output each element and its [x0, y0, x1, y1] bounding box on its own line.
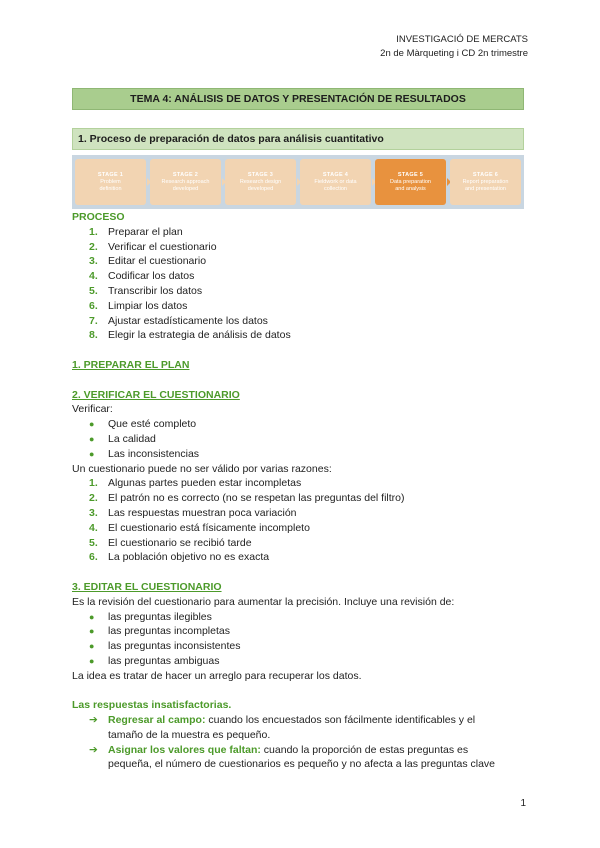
bullet-icon: ●	[89, 641, 95, 652]
bullet-icon: ●	[89, 448, 95, 459]
list-item	[72, 713, 532, 743]
item-number: 6.	[89, 551, 98, 564]
stage-3	[225, 159, 296, 205]
stage-number: STAGE 2	[172, 171, 199, 178]
item-text: las preguntas incompletas	[108, 625, 230, 638]
stage-label-line2: developed	[172, 185, 199, 192]
stage-label-line1: Data preparation	[390, 178, 431, 185]
stage-label-line2: definition	[99, 185, 122, 192]
heading-preparar-plan: 1. PREPARAR EL PLAN	[72, 358, 190, 371]
list-item	[72, 550, 532, 565]
item-text: Limpiar los datos	[108, 299, 188, 312]
stage-4	[300, 159, 371, 205]
item-text: cuando la proporción de estas preguntas es	[260, 743, 469, 756]
paragraph: Un cuestionario puede no ser válido por varias razones:	[72, 462, 332, 475]
stage-number: STAGE 3	[247, 171, 274, 178]
item-text: las preguntas ambiguas	[108, 654, 220, 667]
list-item	[72, 240, 532, 255]
list-item	[72, 269, 532, 284]
list-item	[72, 314, 532, 329]
page-number: 1	[520, 798, 526, 809]
heading-respuestas-insatisfactorias: Las respuestas insatisfactorias.	[72, 699, 232, 712]
item-number: 5.	[89, 284, 98, 297]
bullet-icon: ●	[89, 433, 95, 444]
item-text: Preparar el plan	[108, 225, 183, 238]
stage-number: STAGE 6	[472, 171, 499, 178]
process-list	[72, 225, 532, 343]
stage-number: STAGE 5	[397, 171, 424, 178]
item-text: Verificar el cuestionario	[108, 240, 217, 253]
course-name: INVESTIGACIÓ DE MERCATS	[396, 34, 528, 45]
list-item	[72, 328, 532, 343]
stage-6	[450, 159, 521, 205]
item-number: 3.	[89, 255, 98, 268]
item-text: Algunas partes pueden estar incompletas	[108, 477, 302, 490]
item-text: Ajustar estadísticamente los datos	[108, 314, 268, 327]
paragraph: Verificar:	[72, 403, 113, 416]
list-item	[72, 521, 532, 536]
stage-label-line2: developed	[247, 185, 274, 192]
list-item	[72, 225, 532, 240]
list-item	[72, 639, 532, 654]
item-text: las preguntas inconsistentes	[108, 640, 241, 653]
item-number: 7.	[89, 314, 98, 327]
item-text: La calidad	[108, 432, 156, 445]
list-item	[72, 254, 532, 269]
stage-label-line1: Fieldwork or data	[314, 178, 357, 185]
item-text: Editar el cuestionario	[108, 255, 207, 268]
item-text: Las inconsistencias	[108, 447, 200, 460]
item-label: Regresar al campo:	[108, 714, 206, 727]
paragraph: Es la revisión del cuestionario para aumentar la precisión. Incluye una revisión de:	[72, 595, 455, 608]
document-title: TEMA 4: ANÁLISIS DE DATOS Y PRESENTACIÓN DE RESULTADOS	[72, 88, 524, 110]
stage-label-line2: and analysis	[395, 185, 426, 192]
heading-editar-cuestionario: 3. EDITAR EL CUESTIONARIO	[72, 580, 222, 593]
list-item	[72, 610, 532, 625]
item-text: Que esté completo	[108, 418, 197, 431]
item-number: 1.	[89, 477, 98, 490]
item-number: 3.	[89, 506, 98, 519]
list-item	[72, 506, 532, 521]
arrow-right-icon: ➔	[89, 714, 98, 727]
list-item	[72, 536, 532, 551]
list-item	[72, 447, 532, 462]
bullet-icon: ●	[89, 655, 95, 666]
item-text-continued: pequeña, el número de cuestionarios es pequeño y no afecta a las preguntas clave	[108, 758, 496, 771]
item-label: Asignar los valores que faltan:	[108, 743, 261, 756]
arrow-right-icon: ➔	[89, 743, 98, 756]
item-text: El patrón no es correcto (no se respetan las preguntas del filtro)	[108, 492, 405, 505]
item-number: 4.	[89, 270, 98, 283]
process-title: PROCESO	[72, 211, 125, 223]
stage-label-line1: Report preparation	[462, 178, 509, 185]
item-text: El cuestionario está físicamente incompleto	[108, 521, 310, 534]
item-text: Transcribir los datos	[108, 284, 203, 297]
verify-list	[72, 417, 532, 461]
document-body	[72, 210, 532, 772]
list-item	[72, 284, 532, 299]
item-number: 1.	[89, 225, 98, 238]
item-text: El cuestionario se recibió tarde	[108, 536, 252, 549]
item-text: Codificar los datos	[108, 270, 195, 283]
section-title: 1. Proceso de preparación de datos para análisis cuantitativo	[72, 128, 524, 150]
list-item	[72, 654, 532, 669]
item-text: cuando los encuestados son fácilmente identificables y el	[205, 714, 476, 727]
stage-label-line2: and presentation	[465, 185, 506, 192]
item-number: 8.	[89, 329, 98, 342]
stage-label-line1: Problem	[100, 178, 121, 185]
stage-label-line1: Research design	[239, 178, 282, 185]
list-item	[72, 417, 532, 432]
stage-2	[150, 159, 221, 205]
heading-verificar-cuestionario: 2. VERIFICAR EL CUESTIONARIO	[72, 388, 240, 401]
list-item	[72, 476, 532, 491]
paragraph: La idea es tratar de hacer un arreglo para recuperar los datos.	[72, 669, 362, 682]
item-number: 6.	[89, 299, 98, 312]
item-number: 5.	[89, 536, 98, 549]
stage-number: STAGE 4	[322, 171, 349, 178]
item-number: 2.	[89, 492, 98, 505]
list-item	[72, 743, 532, 773]
review-list	[72, 610, 532, 669]
item-text: La población objetivo no es exacta	[108, 551, 270, 564]
stage-number: STAGE 1	[97, 171, 124, 178]
list-item	[72, 432, 532, 447]
stage-1	[75, 159, 146, 205]
bullet-icon: ●	[89, 611, 95, 622]
stage-label-line1: Research approach	[161, 178, 210, 185]
item-text: Las respuestas muestran poca variación	[108, 506, 297, 519]
bullet-icon: ●	[89, 419, 95, 430]
stage-label-line2: collection	[324, 185, 347, 192]
unsatisfactory-list	[72, 713, 532, 772]
page-header	[380, 33, 528, 61]
research-stages-diagram	[72, 155, 524, 209]
item-number: 2.	[89, 240, 98, 253]
reasons-list	[72, 476, 532, 565]
item-text: Elegir la estrategia de análisis de datos	[108, 329, 291, 342]
item-number: 4.	[89, 521, 98, 534]
bullet-icon: ●	[89, 626, 95, 637]
list-item	[72, 491, 532, 506]
course-term: 2n de Màrqueting i CD 2n trimestre	[380, 48, 528, 59]
list-item	[72, 624, 532, 639]
item-text-continued: tamaño de la muestra es pequeño.	[108, 728, 271, 741]
stage-5-active	[375, 159, 446, 205]
list-item	[72, 299, 532, 314]
item-text: las preguntas ilegibles	[108, 610, 212, 623]
